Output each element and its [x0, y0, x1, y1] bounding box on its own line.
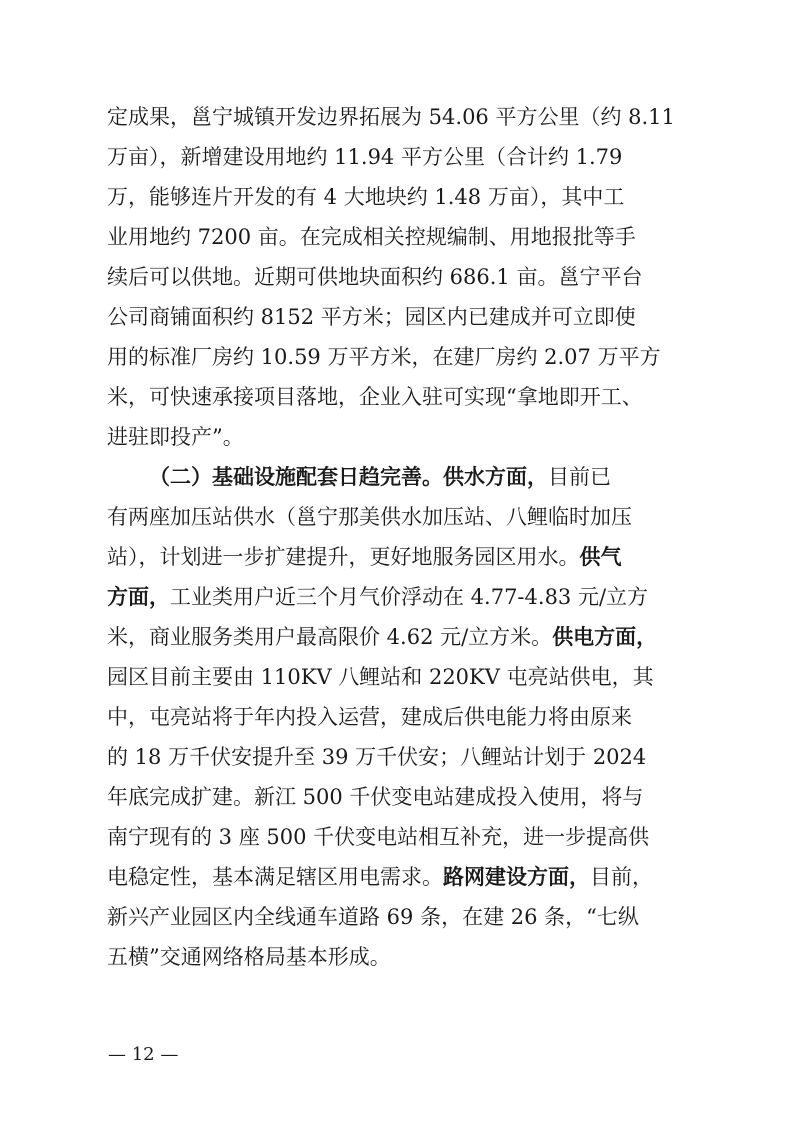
- bold-heading-power: 供电方面，: [552, 624, 658, 649]
- text-line: 用的标准厂房约 10.59 万平方米，在建厂房约 2.07 万平方: [107, 345, 661, 369]
- text-line: 新兴产业园区内全线通车道路 69 条，在建 26 条，“七纵: [107, 905, 639, 929]
- text-line: 园区目前主要由 110KV 八鲤站和 220KV 屯亮站供电，其: [107, 665, 654, 689]
- text-line: 万亩），新增建设用地约 11.94 平方公里（合计约 1.79: [107, 145, 623, 169]
- text-line: 业用地约 7200 亩。在完成相关控规编制、用地报批等手: [107, 225, 636, 249]
- text-line: 公司商铺面积约 8152 平方米；园区内已建成并可立即使: [107, 305, 636, 329]
- text-line: 定成果，邕宁城镇开发边界拓展为 54.06 平方公里（约 8.11: [107, 105, 675, 129]
- text-line: [107, 577, 697, 617]
- text-run: 工业类用户近三个月气价浮动在 4.77-4.83 元/立方: [170, 585, 649, 609]
- text-line: [107, 537, 697, 577]
- bold-heading-road: 路网建设方面，: [443, 864, 590, 889]
- bold-heading-gas-cont: 方面，: [107, 584, 170, 609]
- text-line: 米，可快速承接项目落地，企业入驻可实现“拿地即开工、: [107, 385, 643, 409]
- text-line: 五横”交通网络格局基本形成。: [107, 945, 391, 969]
- text-run: 目前，: [590, 865, 653, 889]
- text-line: 进驻即投产”。: [107, 425, 244, 449]
- text-line: 万，能够连片开发的有 4 大地块约 1.48 万亩），其中工: [107, 185, 625, 209]
- section-heading-line: [107, 457, 697, 497]
- text-line: 有两座加压站供水（邕宁那美供水加压站、八鲤临时加压: [107, 505, 632, 529]
- text-run: 站），计划进一步扩建提升，更好地服务园区用水。: [107, 545, 580, 569]
- text-run: 米，商业服务类用户最高限价 4.62 元/立方米。: [107, 625, 553, 649]
- text-line: 中，屯亮站将于年内投入运营，建成后供电能力将由原来: [107, 705, 632, 729]
- section-heading: （二）基础设施配套日趋完善。供水方面，: [149, 464, 548, 489]
- text-line: 续后可以供地。近期可供地块面积约 686.1 亩。邕宁平台: [107, 265, 643, 289]
- body-text: [107, 97, 697, 977]
- text-line: 南宁现有的 3 座 500 千伏变电站相互补充，进一步提高供: [107, 825, 650, 849]
- text-line: [107, 857, 697, 897]
- bold-heading-gas: 供气: [579, 544, 622, 569]
- text-line: 的 18 万千伏安提升至 39 万千伏安；八鲤站计划于 2024: [107, 745, 647, 769]
- text-line: [107, 617, 697, 657]
- text-run: 目前已: [548, 465, 611, 489]
- text-run: 电稳定性，基本满足辖区用电需求。: [107, 865, 443, 889]
- text-line: 年底完成扩建。新江 500 千伏变电站建成投入使用，将与: [107, 785, 644, 809]
- page-number: — 12 —: [108, 1044, 179, 1065]
